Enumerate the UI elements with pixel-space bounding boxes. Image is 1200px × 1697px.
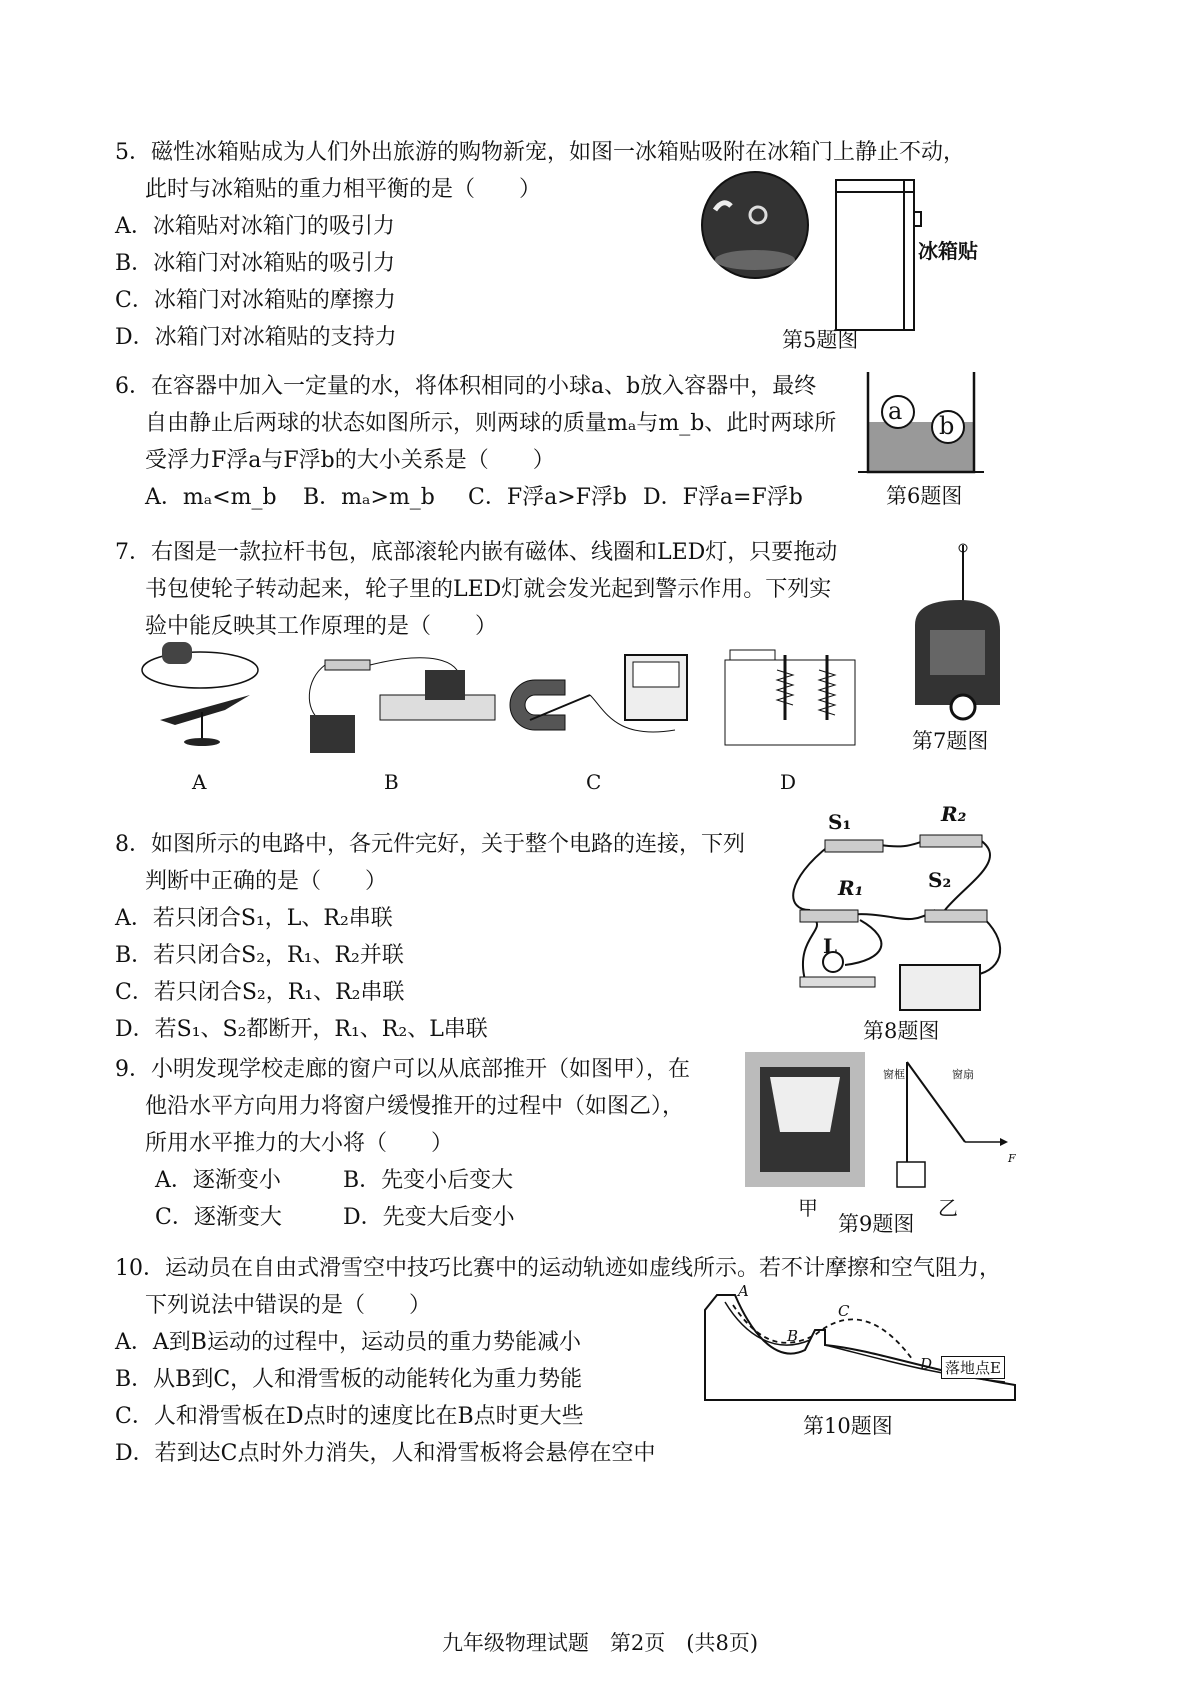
question-8 bbox=[115, 826, 745, 1048]
q8-option-c[interactable]: C．若只闭合S₂，R₁、R₂串联 bbox=[115, 980, 405, 1005]
q5-option-a[interactable]: A．冰箱贴对冰箱门的吸引力 bbox=[115, 214, 395, 239]
q9-caption: 第9题图 bbox=[838, 1212, 915, 1236]
q5-option-b[interactable]: B．冰箱门对冰箱贴的吸引力 bbox=[115, 251, 396, 276]
q7-label-d: D bbox=[780, 770, 797, 794]
q9-window-frame-label: 窗框 bbox=[883, 1068, 905, 1081]
q6-ball-b-label: b bbox=[939, 412, 955, 440]
q6-option-d[interactable]: D．F浮a=F浮b bbox=[643, 485, 803, 510]
q9-label-jia: 甲 bbox=[798, 1196, 818, 1220]
q9-figure bbox=[745, 1052, 1015, 1192]
q10-point-b: B bbox=[787, 1327, 799, 1345]
q5-option-d[interactable]: D．冰箱门对冰箱贴的支持力 bbox=[115, 325, 397, 350]
q9-option-d[interactable]: D．先变大后变小 bbox=[343, 1205, 515, 1230]
q10-option-c[interactable]: C．人和滑雪板在D点时的速度比在B点时更大些 bbox=[115, 1404, 584, 1429]
q7-caption: 第7题图 bbox=[912, 729, 989, 753]
q9-option-b[interactable]: B．先变小后变大 bbox=[343, 1168, 514, 1193]
q7-figure-a bbox=[140, 640, 270, 750]
q10-option-b[interactable]: B．从B到C，人和滑雪板的动能转化为重力势能 bbox=[115, 1367, 583, 1392]
q6-option-c[interactable]: C．F浮a>F浮b bbox=[468, 485, 627, 510]
q10-point-a: A bbox=[738, 1282, 749, 1300]
q5-option-c[interactable]: C．冰箱门对冰箱贴的摩擦力 bbox=[115, 288, 396, 313]
q6-caption: 第6题图 bbox=[886, 484, 963, 508]
q8-label-s1: S₁ bbox=[828, 810, 852, 834]
q6-stem-line1: 6．在容器中加入一定量的水，将体积相同的小球a、b放入容器中，最终 bbox=[115, 374, 817, 399]
question-9 bbox=[115, 1051, 690, 1236]
q10-ski-track-figure bbox=[705, 1290, 1020, 1405]
q8-label-r2: R₂ bbox=[941, 802, 967, 826]
q10-stem-line2: 下列说法中错误的是（ ） bbox=[145, 1293, 432, 1318]
q9-option-a[interactable]: A．逐渐变小 bbox=[155, 1168, 281, 1193]
q10-option-d[interactable]: D．若到达C点时外力消失，人和滑雪板将会悬停在空中 bbox=[115, 1441, 656, 1466]
q7-stem-line3: 验中能反映其工作原理的是（ ） bbox=[145, 614, 498, 639]
q9-stem-line3: 所用水平推力的大小将（ ） bbox=[145, 1131, 454, 1156]
q10-stem-line1: 10．运动员在自由式滑雪空中技巧比赛中的运动轨迹如虚线所示。若不计摩擦和空气阻力， bbox=[115, 1256, 1001, 1281]
q10-point-d: D bbox=[920, 1355, 933, 1373]
q7-stem-line2: 书包使轮子转动起来，轮子里的LED灯就会发光起到警示作用。下列实 bbox=[145, 577, 832, 602]
q8-label-r1: R₁ bbox=[838, 876, 864, 900]
q7-stem-line1: 7．右图是一款拉杆书包，底部滚轮内嵌有磁体、线圈和LED灯，只要拖动 bbox=[115, 540, 838, 565]
q8-option-d[interactable]: D．若S₁、S₂都断开，R₁、R₂、L串联 bbox=[115, 1017, 488, 1042]
q6-stem-line2: 自由静止后两球的状态如图所示，则两球的质量mₐ与m_b、此时两球所 bbox=[145, 411, 837, 436]
q8-stem-line1: 8．如图所示的电路中，各元件完好，关于整个电路的连接，下列 bbox=[115, 832, 745, 857]
q9-stem-line1: 9．小明发现学校走廊的窗户可以从底部推开（如图甲），在 bbox=[115, 1057, 690, 1082]
q8-option-a[interactable]: A．若只闭合S₁，L、R₂串联 bbox=[115, 906, 393, 931]
q5-stem-line2: 此时与冰箱贴的重力相平衡的是（ ） bbox=[145, 177, 542, 202]
q7-figure-b bbox=[300, 640, 500, 755]
q7-label-b: B bbox=[384, 770, 399, 794]
q9-stem-line2: 他沿水平方向用力将窗户缓慢推开的过程中（如图乙）， bbox=[145, 1094, 685, 1119]
q8-label-s2: S₂ bbox=[928, 868, 952, 892]
q8-option-b[interactable]: B．若只闭合S₂，R₁、R₂并联 bbox=[115, 943, 404, 968]
q7-label-a: A bbox=[192, 770, 207, 794]
q7-label-c: C bbox=[586, 770, 602, 794]
q9-window-sash-label: 窗扇 bbox=[952, 1068, 974, 1081]
q5-fridge-magnet-label: 冰箱贴 bbox=[918, 239, 978, 263]
q6-option-a[interactable]: A．mₐ<m_b bbox=[145, 485, 277, 510]
q10-option-a[interactable]: A．A到B运动的过程中，运动员的重力势能减小 bbox=[115, 1330, 581, 1355]
q5-stem-line1: 5．磁性冰箱贴成为人们外出旅游的购物新宠，如图一冰箱贴吸附在冰箱门上静止不动， bbox=[115, 140, 965, 165]
question-7 bbox=[115, 534, 837, 645]
q7-figure-c bbox=[525, 650, 695, 750]
q7-backpack-figure bbox=[905, 545, 1005, 720]
q9-option-c[interactable]: C．逐渐变大 bbox=[155, 1205, 282, 1230]
q6-option-b[interactable]: B．mₐ>m_b bbox=[303, 485, 435, 510]
page-footer: 九年级物理试题 第2页 (共8页) bbox=[441, 1631, 759, 1655]
q10-landing-point-label: 落地点E bbox=[941, 1356, 1005, 1379]
q7-figure-d bbox=[715, 640, 865, 750]
q9-label-yi: 乙 bbox=[938, 1196, 958, 1220]
q8-caption: 第8题图 bbox=[863, 1019, 940, 1043]
q8-stem-line2: 判断中正确的是（ ） bbox=[145, 869, 388, 894]
q8-label-l: L bbox=[823, 934, 838, 958]
q9-force-label: F bbox=[1008, 1152, 1016, 1165]
q6-ball-a-label: a bbox=[888, 397, 903, 425]
q6-stem-line3: 受浮力F浮a与F浮b的大小关系是（ ） bbox=[145, 448, 555, 473]
q5-caption: 第5题图 bbox=[782, 328, 859, 352]
question-6 bbox=[115, 368, 836, 516]
q6-figure bbox=[858, 372, 988, 482]
q10-point-c: C bbox=[838, 1302, 850, 1320]
q8-circuit-figure bbox=[785, 800, 1015, 1015]
q10-caption: 第10题图 bbox=[803, 1414, 893, 1438]
